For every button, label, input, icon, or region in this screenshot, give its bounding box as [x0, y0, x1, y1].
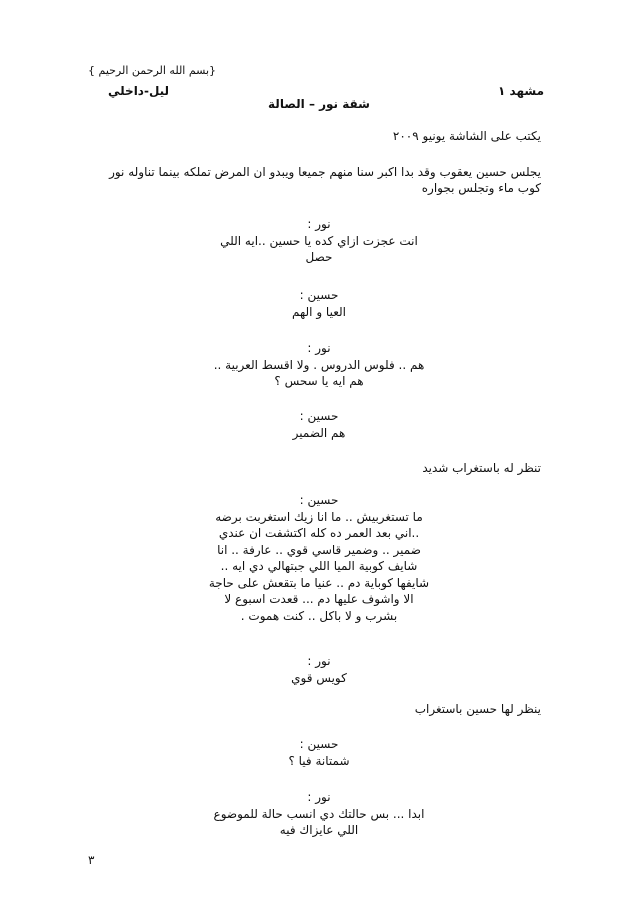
speaker-name: نور : [307, 654, 331, 668]
dialog-line: شايفها كوباية دم .. عنيا ما بتقعش على حاجة [208, 575, 430, 590]
dialog-line: كويس قوي [291, 670, 347, 685]
scene-place: شقة نور – الصالة [268, 97, 370, 111]
dialog-line: بشرب و لا باكل .. كنت هموت . [240, 608, 398, 623]
dialog-line: ابدا ... بس حالتك دي انسب حالة للموضوع [213, 806, 425, 821]
speaker-name: نور : [307, 790, 331, 804]
dialog-line: شمتانة فيا ؟ [288, 753, 350, 768]
speaker-name: نور : [307, 341, 331, 355]
dialog-block [180, 492, 458, 624]
speaker-name: حسين : [299, 493, 339, 507]
dialog-line: العيا و الهم [292, 304, 346, 319]
dialog-block [180, 408, 458, 441]
scene-time: ليل-داخلي [108, 84, 170, 98]
action-line: يجلس حسين يعقوب وقد بدا اكبر سنا منهم جميعا ويبدو ان المرض تملكه بينما تناوله نور كوب ماء وتجلس بجواره [109, 165, 541, 195]
dialog-line: ضمير .. وضمير قاسي قوي .. عارفة .. انا [217, 542, 421, 557]
dialog-line: شايف كوبية الميا اللي جبتهالي دي ايه .. [220, 559, 418, 573]
dialog-block [180, 287, 458, 320]
dialog-block [180, 653, 458, 686]
basmala: {بسم الله الرحمن الرحيم } [88, 64, 217, 77]
speaker-name: حسين : [299, 737, 339, 751]
dialog-line: حصل [305, 250, 333, 264]
dialog-block [180, 736, 458, 769]
dialog-block [180, 789, 458, 839]
speaker-name: نور : [307, 217, 331, 231]
dialog-line: اللي عايزاك فيه [279, 823, 359, 837]
dialog-line: انت عجزت ازاي كده يا حسين ..ايه اللي [220, 233, 418, 248]
speaker-name: حسين : [299, 288, 339, 302]
dialog-line: هم .. فلوس الدروس . ولا اقسط العربية .. [213, 357, 425, 372]
stage-direction: ينظر لها حسين باستغراب [414, 702, 541, 716]
scene-number: مشهد ١ [498, 84, 544, 98]
dialog-line: الا واشوف عليها دم ... قعدت اسبوع لا [224, 592, 414, 606]
dialog-block [180, 216, 458, 266]
onscreen-text: يكتب على الشاشة يونيو ٢٠٠٩ [392, 129, 541, 143]
speaker-name: حسين : [299, 409, 339, 423]
stage-direction: تنظر له باستغراب شديد [422, 461, 541, 475]
dialog-line: هم الضمير [292, 425, 346, 440]
page-number: ٣ [88, 853, 95, 867]
dialog-line: ما تستغربيش .. ما انا زيك استغربت برضه [215, 509, 423, 524]
dialog-line: هم ايه يا سحس ؟ [274, 374, 364, 388]
dialog-block [180, 340, 458, 390]
dialog-line: ..اني بعد العمر ده كله اكتشفت ان عندي [218, 526, 420, 540]
